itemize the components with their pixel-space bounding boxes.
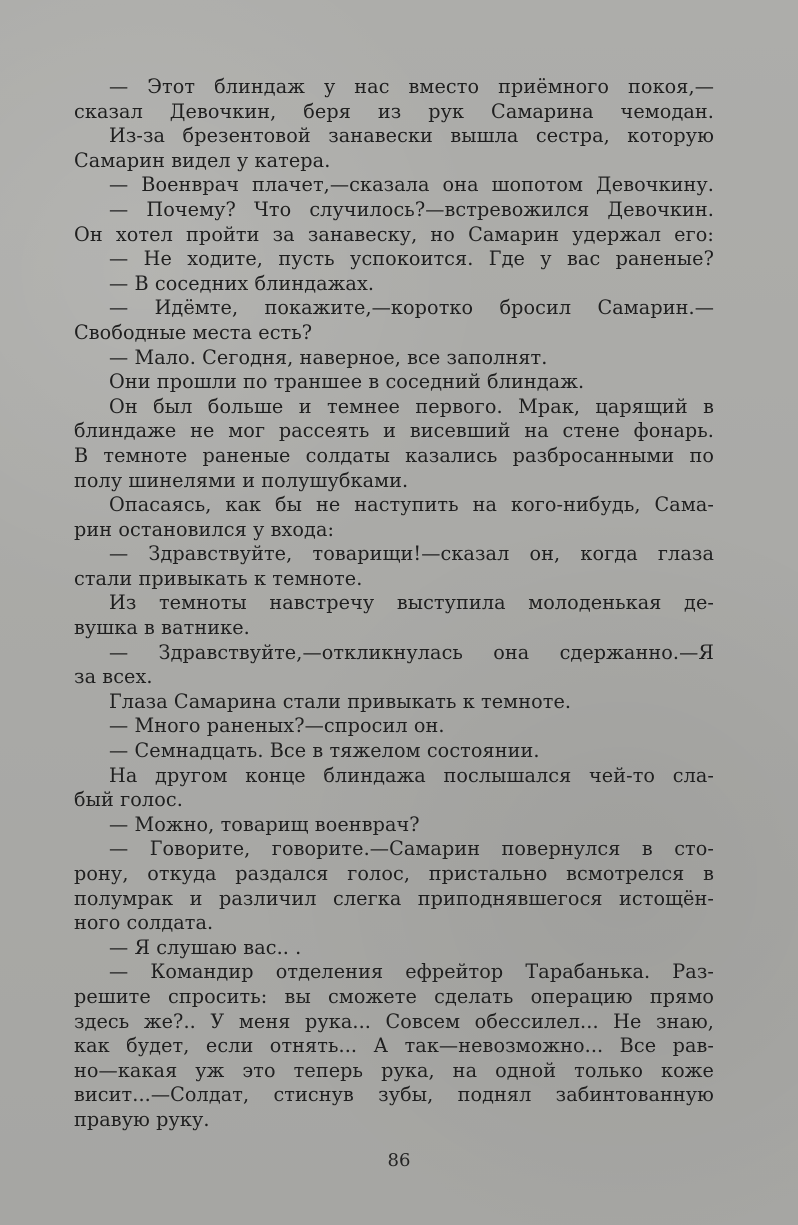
text-line: В темноте раненые солдаты казались разбросанными по (74, 443, 714, 467)
text-line: висит...—Солдат, стиснув зубы, поднял забинтованную (74, 1083, 714, 1107)
text-line: — В соседних блиндажах. (109, 271, 375, 295)
text-line: Из темноты навстречу выступила молоденькая де- (109, 591, 714, 615)
text-line: ного солдата. (74, 911, 214, 935)
page-text (74, 75, 714, 1133)
text-line: Он хотел пройти за занавеску, но Самарин удержал его: (74, 222, 714, 246)
text-line: стали привыкать к темноте. (74, 566, 363, 590)
text-line: здесь же?.. У меня рука... Совсем обессилел... Не знаю, (74, 1009, 714, 1033)
text-line: Глаза Самарина стали привыкать к темноте. (109, 689, 572, 713)
text-line: — Этот блиндаж у нас вместо приёмного покоя,— (109, 75, 714, 98)
text-line: — Можно, товарищ военврач? (109, 812, 420, 836)
text-line: вушка в ватнике. (74, 616, 250, 640)
text-line: — Говорите, говорите.—Самарин повернулся в сто- (109, 837, 714, 861)
text-line: — Здравствуйте, товарищи!—сказал он, когда глаза (109, 542, 714, 566)
text-line: — Семнадцать. Все в тяжелом состоянии. (109, 739, 540, 763)
text-line: Из-за брезентовой занавески вышла сестра, которую (109, 124, 714, 148)
page-number: 86 (387, 1150, 411, 1171)
text-line: бый голос. (74, 788, 183, 812)
text-line: — Командир отделения ефрейтор Тарабанька. Раз- (109, 960, 714, 984)
text-line: — Идёмте, покажите,—коротко бросил Самарин.— (109, 296, 714, 320)
text-line: за всех. (74, 665, 153, 689)
text-line: — Я слушаю вас.. . (109, 935, 302, 959)
text-line: Они прошли по траншее в соседний блиндаж. (109, 370, 585, 394)
text-line: рин остановился у входа: (74, 517, 335, 541)
text-line: сказал Девочкин, беря из рук Самарина чемодан. (74, 99, 714, 123)
text-line: Опасаясь, как бы не наступить на кого-нибудь, Сама- (109, 493, 714, 517)
text-line: Свободные места есть? (74, 320, 313, 344)
text-line: как будет, если отнять... А так—невозможно... Все рав- (74, 1034, 714, 1058)
text-line: — Много раненых?—спросил он. (109, 714, 445, 738)
text-line: — Военврач плачет,—сказала она шопотом Девочкину. (109, 173, 714, 197)
text-line: но—какая уж это теперь рука, на одной только коже (74, 1058, 714, 1082)
text-line: — Здравствуйте,—откликнулась она сдержанно.—Я (109, 640, 714, 664)
text-line: На другом конце блиндажа послышался чей-то сла- (109, 763, 714, 787)
text-line: — Почему? Что случилось?—встревожился Девочкин. (109, 197, 714, 221)
text-line: Он был больше и темнее первого. Мрак, царящий в (109, 394, 714, 418)
text-line: полу шинелями и полушубками. (74, 468, 409, 492)
text-line: решите спросить: вы сможете сделать операцию прямо (74, 984, 714, 1008)
text-line: блиндаже не мог рассеять и висевший на стене фонарь. (74, 419, 714, 443)
text-line: — Не ходите, пусть успокоится. Где у вас раненые? (109, 247, 714, 271)
text-line: правую руку. (74, 1107, 210, 1131)
text-line: Самарин видел у катера. (74, 148, 331, 172)
text-line: полумрак и различил слегка приподнявшегося истощён- (74, 886, 714, 910)
text-line: — Мало. Сегодня, наверное, все заполнят. (109, 345, 548, 369)
text-line: рону, откуда раздался голос, пристально всмотрелся в (74, 862, 714, 885)
